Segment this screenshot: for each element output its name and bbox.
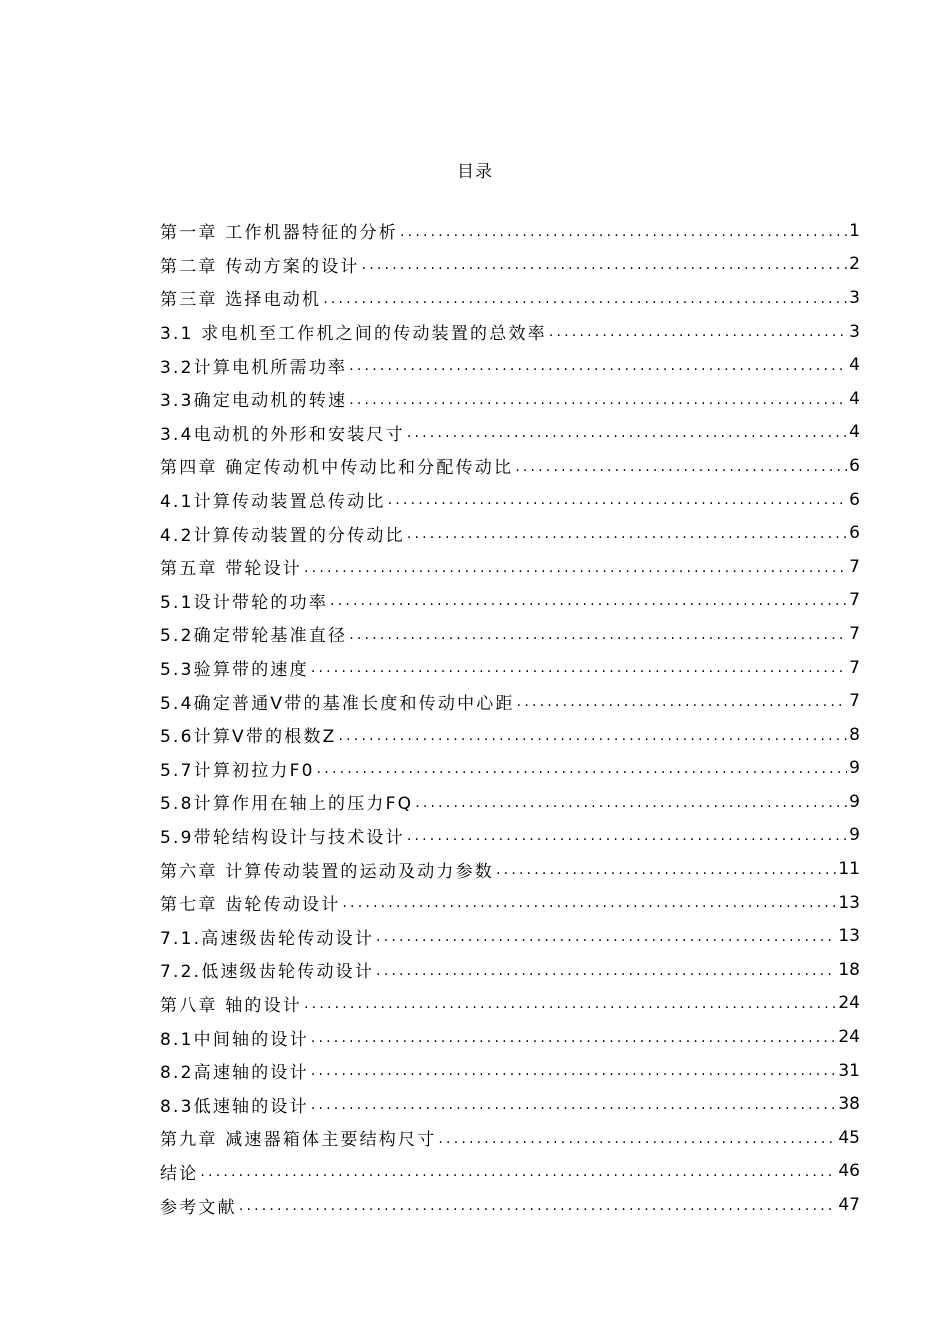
toc-dot-leader	[515, 459, 847, 483]
toc-entry-page-number: 24	[838, 1027, 860, 1048]
toc-dot-leader	[496, 862, 836, 886]
toc-entry[interactable]	[160, 953, 860, 987]
toc-entry-page-number: 7	[849, 623, 860, 644]
toc-entry[interactable]	[160, 1188, 860, 1222]
toc-entry[interactable]	[160, 886, 860, 920]
toc-entry-page-number: 38	[838, 1094, 860, 1115]
toc-entry-label: 8.1中间轴的设计	[160, 1029, 309, 1050]
toc-entry[interactable]	[160, 987, 860, 1021]
toc-entry-label: 7.2.低速级齿轮传动设计	[160, 962, 375, 983]
toc-entry-page-number: 31	[838, 1060, 860, 1081]
toc-entry-page-number: 3	[849, 287, 860, 308]
toc-entry[interactable]	[160, 348, 860, 382]
toc-dot-leader	[407, 526, 847, 550]
toc-dot-leader	[311, 660, 847, 684]
toc-dot-leader	[549, 324, 847, 348]
toc-dot-leader	[311, 1030, 837, 1054]
toc-entry[interactable]	[160, 1155, 860, 1189]
toc-dot-leader	[200, 1164, 836, 1188]
toc-entry-page-number: 24	[838, 993, 860, 1014]
toc-entry[interactable]	[160, 416, 860, 450]
toc-dot-leader	[438, 1131, 836, 1155]
toc-dot-leader	[311, 1063, 837, 1087]
toc-dot-leader	[311, 1097, 837, 1121]
page-title: 目录	[457, 162, 493, 182]
toc-entry-label: 3.1 求电机至工作机之间的传动装置的总效率	[160, 324, 547, 345]
toc-entry-label: 第九章 减速器箱体主要结构尺寸	[160, 1130, 437, 1151]
toc-entry-label: 第六章 计算传动装置的运动及动力参数	[160, 861, 495, 882]
toc-dot-leader	[349, 392, 847, 416]
toc-entry-label: 8.2高速轴的设计	[160, 1063, 309, 1084]
toc-entry-page-number: 47	[838, 1195, 860, 1216]
toc-entry[interactable]	[160, 651, 860, 685]
toc-entry-label: 3.2计算电机所需功率	[160, 357, 348, 378]
toc-entry-page-number: 6	[849, 455, 860, 476]
toc-entry[interactable]	[160, 1087, 860, 1121]
toc-entry[interactable]	[160, 752, 860, 786]
toc-dot-leader	[407, 828, 847, 852]
toc-dot-leader	[415, 795, 847, 819]
toc-entry-page-number: 13	[838, 926, 860, 947]
toc-entry-label: 3.4电动机的外形和安装尺寸	[160, 424, 405, 445]
toc-entry-page-number: 7	[849, 691, 860, 712]
toc-dot-leader	[317, 761, 848, 785]
toc-entry[interactable]	[160, 382, 860, 416]
toc-entry-page-number: 1	[849, 220, 860, 241]
table-of-contents	[160, 214, 860, 1222]
toc-dot-leader	[376, 963, 836, 987]
toc-entry-page-number: 7	[849, 657, 860, 678]
toc-entry[interactable]	[160, 1054, 860, 1088]
toc-entry-label: 第三章 选择电动机	[160, 290, 322, 311]
toc-entry[interactable]	[160, 785, 860, 819]
toc-dot-leader	[517, 694, 848, 718]
toc-entry-page-number: 6	[849, 523, 860, 544]
toc-dot-leader	[323, 291, 847, 315]
toc-entry[interactable]	[160, 819, 860, 853]
toc-entry-page-number: 4	[849, 355, 860, 376]
toc-dot-leader	[407, 425, 847, 449]
toc-entry-page-number: 11	[838, 859, 860, 880]
toc-entry-label: 3.3确定电动机的转速	[160, 391, 348, 412]
toc-dot-leader	[304, 560, 847, 584]
toc-entry[interactable]	[160, 449, 860, 483]
toc-entry-label: 4.2计算传动装置的分传动比	[160, 525, 405, 546]
toc-entry[interactable]	[160, 584, 860, 618]
toc-entry-page-number: 45	[838, 1127, 860, 1148]
toc-entry-label: 第一章 工作机器特征的分析	[160, 223, 399, 244]
toc-entry-label: 第五章 带轮设计	[160, 559, 303, 580]
toc-dot-leader	[349, 627, 847, 651]
toc-dot-leader	[388, 492, 848, 516]
toc-entry-page-number: 18	[838, 959, 860, 980]
toc-entry-label: 4.1计算传动装置总传动比	[160, 492, 386, 513]
toc-entry-label: 参考文献	[160, 1197, 237, 1218]
toc-entry-label: 5.7计算初拉力F0	[160, 760, 315, 781]
toc-entry[interactable]	[160, 281, 860, 315]
toc-entry-page-number: 4	[849, 388, 860, 409]
toc-entry-page-number: 8	[849, 724, 860, 745]
toc-entry-label: 5.6计算V带的根数Z	[160, 727, 337, 748]
toc-entry-page-number: 3	[849, 321, 860, 342]
toc-entry[interactable]	[160, 1121, 860, 1155]
toc-entry-label: 第七章 齿轮传动设计	[160, 895, 341, 916]
toc-entry-page-number: 2	[849, 254, 860, 275]
toc-entry-label: 第二章 传动方案的设计	[160, 256, 360, 277]
toc-dot-leader	[239, 1198, 837, 1222]
toc-entry-page-number: 7	[849, 590, 860, 611]
toc-dot-leader	[400, 224, 847, 248]
toc-entry[interactable]	[160, 852, 860, 886]
toc-dot-leader	[362, 257, 848, 281]
toc-dot-leader	[376, 929, 836, 953]
toc-entry-page-number: 6	[849, 489, 860, 510]
toc-entry[interactable]	[160, 214, 860, 248]
toc-entry-page-number: 46	[838, 1161, 860, 1182]
toc-entry-label: 5.8计算作用在轴上的压力FQ	[160, 794, 414, 815]
toc-entry-page-number: 9	[849, 758, 860, 779]
toc-entry[interactable]	[160, 617, 860, 651]
toc-entry-label: 5.3验算带的速度	[160, 660, 309, 681]
toc-dot-leader	[339, 728, 848, 752]
toc-entry[interactable]	[160, 919, 860, 953]
toc-dot-leader	[342, 895, 836, 919]
toc-entry[interactable]	[160, 550, 860, 584]
toc-entry-page-number: 7	[849, 556, 860, 577]
toc-entry-label: 7.1.高速级齿轮传动设计	[160, 928, 375, 949]
toc-entry-label: 5.1设计带轮的功率	[160, 592, 329, 613]
toc-entry[interactable]	[160, 718, 860, 752]
toc-entry[interactable]	[160, 1020, 860, 1054]
toc-entry-page-number: 9	[849, 791, 860, 812]
toc-entry[interactable]	[160, 684, 860, 718]
toc-entry-label: 8.3低速轴的设计	[160, 1096, 309, 1117]
toc-entry[interactable]	[160, 483, 860, 517]
toc-entry[interactable]	[160, 315, 860, 349]
toc-dot-leader	[349, 358, 847, 382]
toc-entry-label: 5.2确定带轮基准直径	[160, 626, 348, 647]
toc-entry-page-number: 9	[849, 825, 860, 846]
toc-dot-leader	[330, 593, 847, 617]
toc-entry-page-number: 4	[849, 422, 860, 443]
toc-entry-label: 5.4确定普通V带的基准长度和传动中心距	[160, 693, 515, 714]
toc-dot-leader	[304, 996, 836, 1020]
toc-entry[interactable]	[160, 516, 860, 550]
toc-entry[interactable]	[160, 248, 860, 282]
toc-entry-page-number: 13	[838, 892, 860, 913]
toc-entry-label: 第四章 确定传动机中传动比和分配传动比	[160, 458, 514, 479]
toc-entry-label: 第八章 轴的设计	[160, 995, 303, 1016]
toc-entry-label: 结论	[160, 1163, 199, 1184]
toc-entry-label: 5.9带轮结构设计与技术设计	[160, 827, 405, 848]
